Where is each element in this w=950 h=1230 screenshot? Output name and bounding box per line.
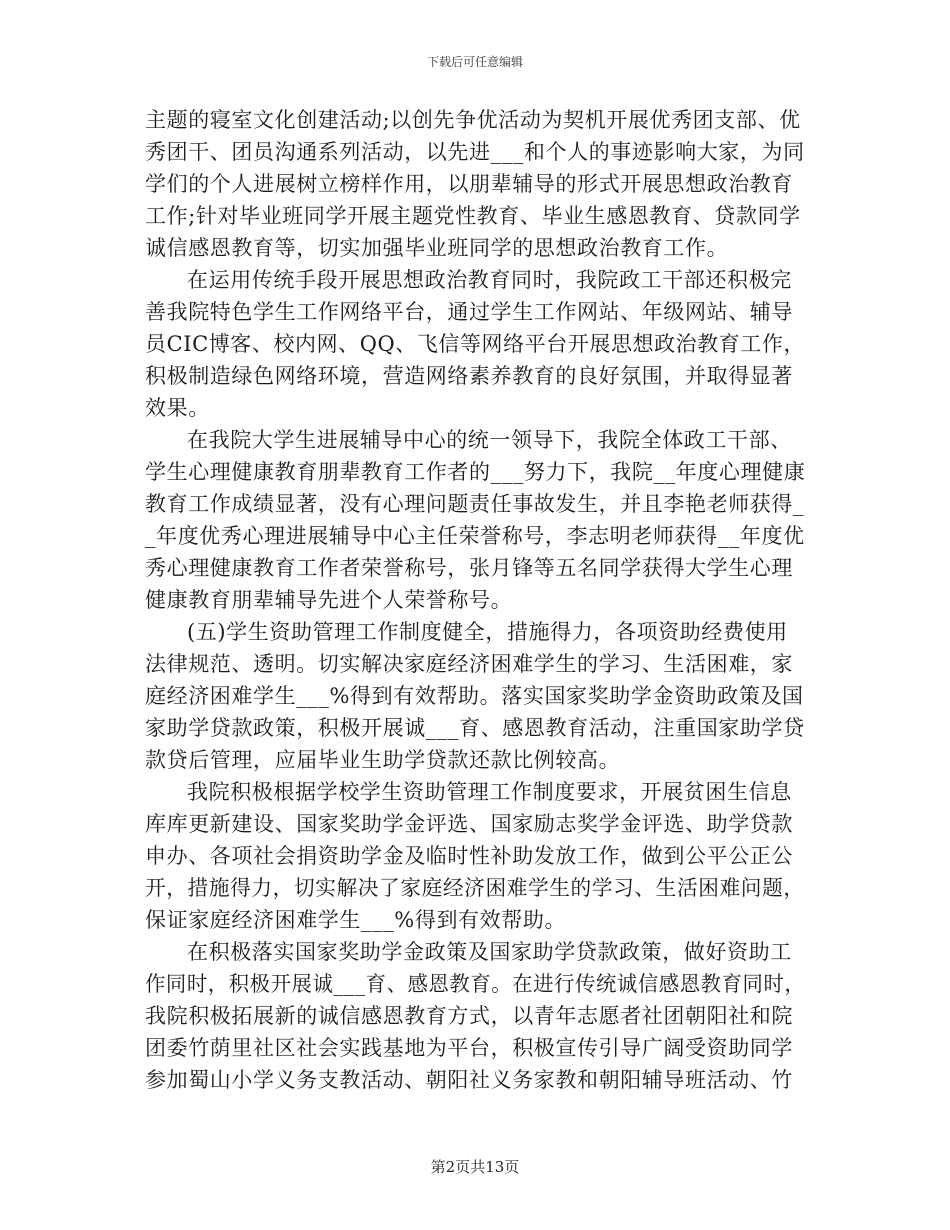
text-line: 员CIC博客、校内网、QQ、飞信等网络平台开展思想政治教育工作，: [145, 332, 806, 356]
page-header: 下载后可任意编辑: [426, 55, 523, 69]
text-line: 秀心理健康教育工作者荣誉称号，张月锋等五名同学获得大学生心理: [145, 556, 793, 580]
text-line: 申办、各项社会捐资助学金及临时性补助发放工作，做到公平公正公: [145, 844, 793, 868]
text-line: 家助学贷款政策，积极开展诚___育、感恩教育活动，注重国家助学贷: [145, 716, 805, 740]
text-line: 效果。: [145, 396, 210, 420]
text-line: 在运用传统手段开展思想政治教育同时，我院政工干部还积极完: [187, 268, 792, 292]
text-line: 参加蜀山小学义务支教活动、朝阳社义务家教和朝阳辅导班活动、竹: [145, 1068, 793, 1092]
text-line: 积极制造绿色网络环境，营造网络素养教育的良好氛围，并取得显著: [145, 364, 793, 388]
text-line: (五)学生资助管理工作制度健全，措施得力，各项资助经费使用: [187, 620, 788, 644]
paragraph: [145, 424, 805, 616]
page-footer: 第2页共13页: [430, 1158, 520, 1176]
text-line: 保证家庭经济困难学生___%得到有效帮助。: [145, 908, 567, 932]
text-line: 学生心理健康教育朋辈教育工作者的___努力下，我院__年度心理健康: [145, 460, 806, 484]
text-line: 在积极落实国家奖助学金政策及国家助学贷款政策，做好资助工: [187, 940, 792, 964]
text-line: 作同时，积极开展诚___育、感恩教育。在进行传统诚信感恩教育同时，: [145, 972, 806, 996]
text-line: 主题的寝室文化创建活动;以创先争优活动为契机开展优秀团支部、优: [145, 108, 801, 132]
text-line: _年度优秀心理进展辅导中心主任荣誉称号，李志明老师获得__年度优: [145, 524, 805, 548]
text-line: 学们的个人进展树立榜样作用，以朋辈辅导的形式开展思想政治教育: [145, 172, 793, 196]
paragraph: [145, 936, 805, 1096]
text-line: 库库更新建设、国家奖助学金评选、国家励志奖学金评选、助学贷款: [145, 812, 793, 836]
document-body: [145, 104, 805, 1096]
text-line: 在我院大学生进展辅导中心的统一领导下，我院全体政工干部、: [187, 428, 792, 452]
paragraph: [145, 616, 805, 776]
text-line: 工作;针对毕业班同学开展主题党性教育、毕业生感恩教育、贷款同学: [145, 204, 801, 228]
text-line: 教育工作成绩显著，没有心理问题责任事故发生，并且李艳老师获得_: [145, 492, 805, 516]
paragraph: [145, 776, 805, 936]
paragraph: [145, 264, 805, 424]
text-line: 诚信感恩教育等，切实加强毕业班同学的思想政治教育工作。: [145, 236, 729, 260]
text-line: 团委竹荫里社区社会实践基地为平台，积极宣传引导广阔受资助同学: [145, 1036, 793, 1060]
text-line: 我院积极拓展新的诚信感恩教育方式，以青年志愿者社团朝阳社和院: [145, 1004, 793, 1028]
text-line: 法律规范、透明。切实解决家庭经济困难学生的学习、生活困难，家: [145, 652, 793, 676]
text-line: 健康教育朋辈辅导先进个人荣誉称号。: [145, 588, 513, 612]
text-line: 庭经济困难学生___%得到有效帮助。落实国家奖助学金资助政策及国: [145, 684, 804, 708]
text-line: 开，措施得力，切实解决了家庭经济困难学生的学习、生活困难问题，: [145, 876, 805, 900]
paragraph: [145, 104, 805, 264]
text-line: 秀团干、团员沟通系列活动，以先进___和个人的事迹影响大家，为同: [145, 140, 805, 164]
text-line: 我院积极根据学校学生资助管理工作制度要求，开展贫困生信息: [187, 780, 792, 804]
text-line: 善我院特色学生工作网络平台，通过学生工作网站、年级网站、辅导: [145, 300, 793, 324]
text-line: 款贷后管理，应届毕业生助学贷款还款比例较高。: [145, 748, 621, 772]
